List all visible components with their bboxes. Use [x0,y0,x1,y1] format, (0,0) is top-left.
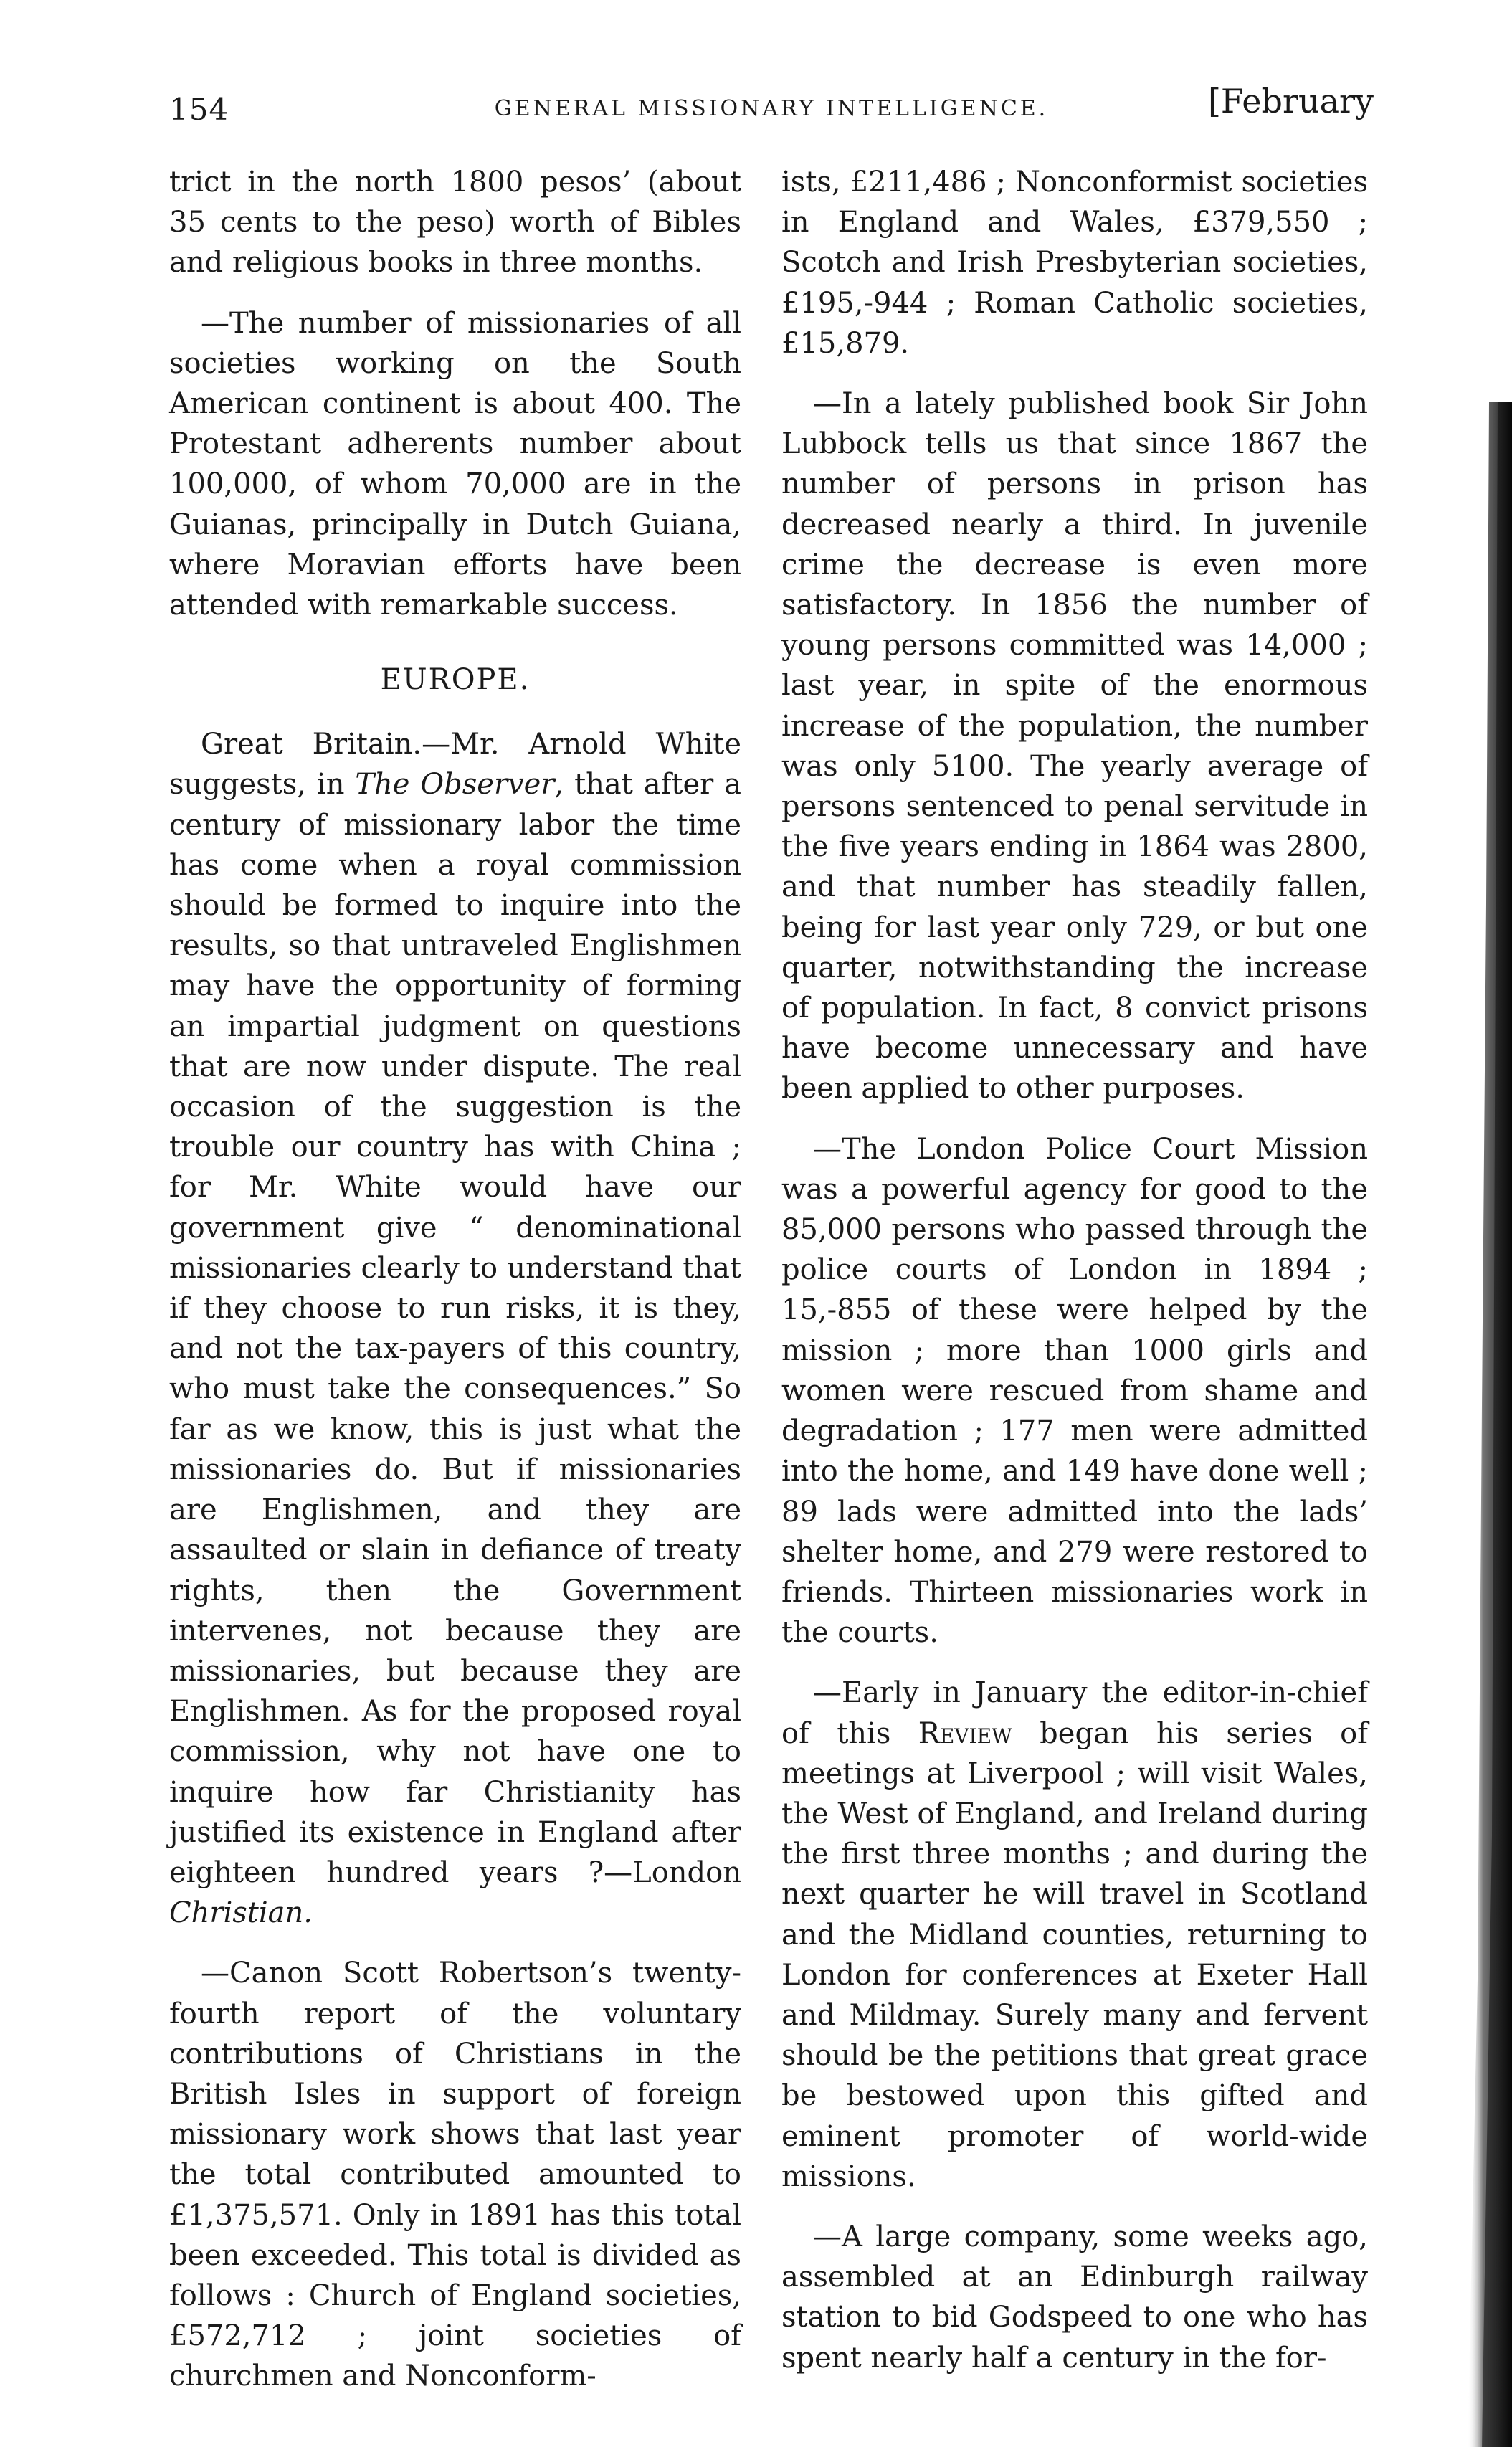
paragraph-text: —Early in January the editor-in-chief of this [781,1676,1368,1750]
running-head: GENERAL MISSIONARY INTELLIGENCE. [494,96,1049,121]
month-label: [February [1207,82,1374,120]
paragraph-text: began his series of meetings at Liverpool ; will visit Wales, the West of England, and Ireland during the first three months ; and during the next quarter he will travel in Scotland and the Midland counties, returning to London for conferences at Exeter Hall and Mildmay. Surely many and fervent should be the petitions that great grace be bestowed upon this gifted and eminent promoter of world-wide missions. [781,1716,1368,2193]
section-heading-europe: EUROPE. [380,663,531,697]
paragraph-lubbock: —In a lately published book Sir John Lubbock tells us that since 1867 the number of persons in prison has decreased nearly a third. In juvenile crime the decrease is even more satisfactory. In 1856 the number of young persons committed was 14,000 ; last year, in spite of the enormous increase of the population, the number was only 5100. The yearly average of persons sentenced to penal servitude in the five years ending in 1864 was 2800, and that number has steadily fallen, being for last year only 729, or but one quarter, notwithstanding the increase of population. In fact, 8 convict prisons have become unnecessary and have been applied to other purposes. [781,387,1368,1106]
left-column [169,162,741,2417]
paragraph-edinburgh: —A large company, some weeks ago, assembled at an Edinburgh railway station to bid Godspeed to one who has spent nearly half a century in the for- [781,2220,1368,2375]
paragraph-police-court-mission: —The London Police Court Mission was a powerful agency for good to the 85,000 persons who passed through the police courts of London in 1894 ; 15,-855 of these were helped by the mission ; more than 1000 girls and women were rescued from shame and degradation ; 177 men were admitted into the home, and 149 have done well ; 89 lads were admitted into the lads’ shelter home, and 279 were restored to friends. Thirteen missionaries work in the courts. [781,1132,1368,1650]
scan-edge-shadow [1460,402,1512,2447]
publication-title: Christian. [169,1896,313,1930]
paragraph-text: , that after a century of missionary labor the time has come when a royal commission should be formed to inquire into the results, so that untraveled Englishmen may have the opportunity of forming an impartial judgment on questions that are now under dispute. The real occasion of the suggestion is the trouble our country has with China ; for Mr. White would have our government give “ denominational missionaries clearly to understand that if they choose to run risks, it is they, and not the tax-payers of this country, who must take the consequences.” So far as we know, this is just what the missionaries do. But if missionaries are Englishmen, and they are assaulted or slain in defiance of treaty rights, then the Government intervenes, not because they are missionaries, but because they are Englishmen. As for the proposed royal commission, why not have one to inquire how far Christianity has justified its existence in England after eighteen hundred years ?—London [169,768,742,1889]
paragraph-great-britain [169,724,741,1933]
page-header [169,77,1374,135]
publication-title: The Observer [355,768,555,802]
paragraph-continued: ists, £211,486 ; Nonconformist societies in England and Wales, £379,550 ; Scotch and Irish Presbyterian societies, £195,-944 ; Roman Catholic societies, £15,879. [781,166,1368,360]
paragraph-editor-meetings [781,1673,1368,2197]
paragraph-contributions: —Canon Scott Robertson’s twenty-fourth report of the voluntary contributions of Christians in the British Isles in support of foreign missionary work shows that last year the total contributed amounted to £1,375,571. Only in 1891 has this total been exceeded. This total is divided as follows : Church of England societies, £572,712 ; joint societies of churchmen and Nonconform- [169,1957,741,2393]
review-name: Review [918,1716,1012,1750]
right-column [781,162,1368,2398]
page-number: 154 [169,92,229,127]
paragraph-text: Great Britain.—Mr. Arnold White suggests, in [169,728,741,802]
paragraph-continued: trict in the north 1800 pesos’ (about 35 cents to the peso) worth of Bibles and religious books in three months. [169,166,741,280]
paragraph-south-america: —The number of missionaries of all societies working on the South American continent is about 400. The Protestant adherents number about 100,000, of whom 70,000 are in the Guianas, principally in Dutch Guiana, where Moravian efforts have been attended with remarkable success. [169,306,741,622]
